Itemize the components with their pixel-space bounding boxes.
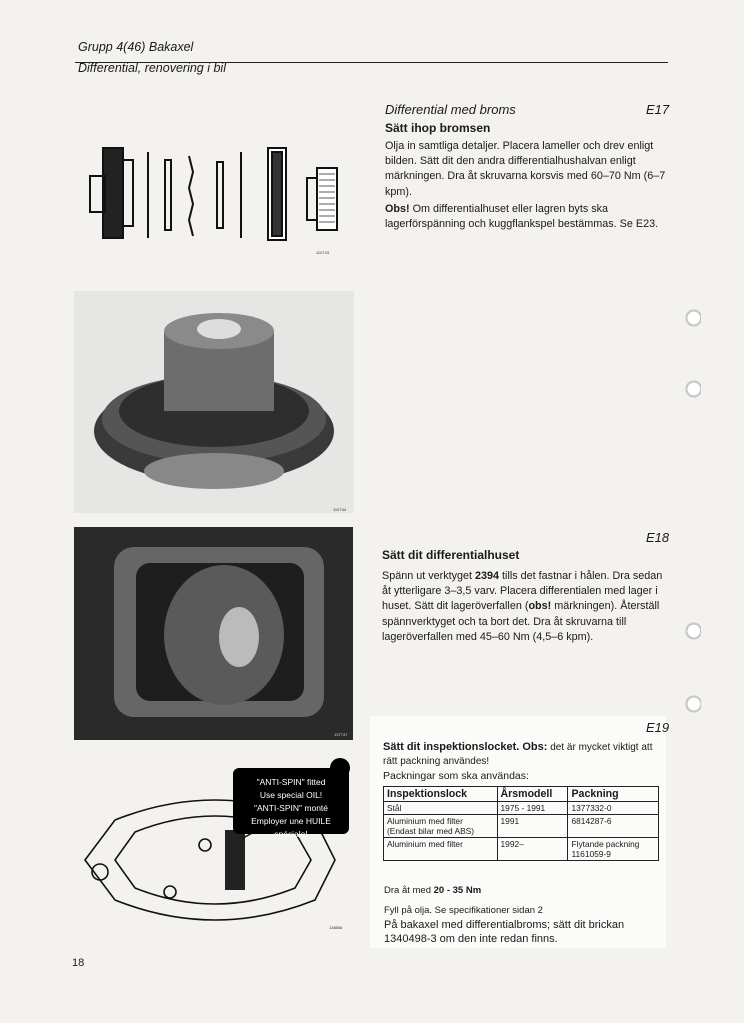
table-cell: Flytande packning 1161059-9 [568, 838, 659, 861]
figure-number: 137747 [334, 732, 348, 737]
table-cell: 6814287-6 [568, 815, 659, 838]
step-heading-e18: Sätt dit differentialhuset [382, 548, 520, 562]
obs-text: Om differentialhuset eller lagren byts ska lagerförspänning och kuggflankspel bestämmas. Se E23. [385, 203, 659, 231]
table-cell: 1377332-0 [568, 802, 659, 815]
obs-label: obs! [528, 600, 552, 613]
torque-text [384, 885, 481, 896]
section-subtitle: Differential, renovering i bil [78, 61, 226, 75]
step-text-e17: Olja in samtliga detaljer. Placera lameller och drev enligt bilden. Sätt dit den andra differentialhushalvan enligt märkningen. Dra åt skruvarna korsvis med 60–70 Nm (6–7 kpm). [385, 140, 666, 198]
step-code-e18: E18 [646, 530, 670, 545]
label-line: "ANTI-SPIN" monté [253, 803, 329, 813]
obs-label: Obs: [519, 741, 548, 753]
anti-spin-label [233, 768, 349, 839]
obs-label: Obs! [385, 203, 410, 215]
binder-hole [683, 693, 701, 715]
step-heading-e19 [383, 740, 666, 769]
section-title-differential: Differential med broms [385, 102, 516, 117]
fill-oil-text: Fyll på olja. Se specifikationer sidan 2 [384, 905, 543, 916]
differential-photo [74, 291, 354, 513]
text: tills det fastnar i hålen. Dra sedan åt ytterligare 3–3,5 varv. Placera differentialen med lager i huset. Sätt dit lageröverfallen ( [382, 570, 663, 613]
step-code-e17: E17 [646, 102, 670, 117]
column-header: Packning [568, 787, 659, 802]
step-text-e18 [382, 569, 667, 645]
table-cell: 1975 - 1991 [497, 802, 568, 815]
binder-hole [683, 378, 701, 400]
text: Spänn ut verktyget [382, 570, 476, 582]
note-text: det är mycket viktigt att rätt packning användes! [383, 742, 653, 767]
housing-photo [74, 527, 353, 740]
label-pin [330, 758, 350, 778]
table-cell: Stål [384, 802, 498, 815]
heading: Sätt dit inspektionslocket. [383, 741, 520, 753]
column-header: Årsmodell [497, 787, 568, 802]
figure-number: 110744 [333, 507, 347, 512]
gasket-table-wrap [383, 786, 659, 861]
torque-label: Dra åt med [384, 885, 434, 896]
step-code-e19: E19 [646, 720, 670, 735]
differential-gear-illustration [74, 291, 354, 513]
gasket-table [383, 786, 659, 861]
table-cell: Aluminium med filter [384, 838, 498, 861]
table-cell: Aluminium med filter (Endast bilar med ABS) [384, 815, 498, 838]
step-note-e17 [385, 202, 668, 232]
figure-number: 110743 [316, 250, 330, 255]
table-row [384, 838, 659, 861]
binder-hole [683, 620, 701, 642]
table-row [384, 802, 659, 815]
label-line: Employer une HUILE spéciale! [251, 816, 331, 839]
figure-number: 138856 [329, 925, 343, 930]
group-title: Grupp 4(46) Bakaxel [78, 40, 194, 54]
table-cell: 1991 [497, 815, 568, 838]
binder-hole [683, 307, 701, 329]
differential-housing-illustration [74, 527, 353, 740]
column-header: Inspektionslock [384, 787, 498, 802]
table-row [384, 815, 659, 838]
step-heading-e17: Sätt ihop bromsen [385, 121, 491, 135]
torque-value: 20 - 35 Nm [433, 885, 482, 896]
page-number: 18 [72, 957, 85, 969]
washer-text: På bakaxel med differentialbroms; sätt dit brickan 1340498-3 om den inte redan finns. [384, 919, 625, 945]
label-line: "ANTI-SPIN" fitted [256, 777, 326, 787]
label-line: Use special OIL! [259, 790, 323, 800]
table-cell: 1992– [497, 838, 568, 861]
table-caption: Packningar som ska användas: [383, 770, 529, 782]
text: märkningen). Återställ spännverktyget och ta bort det. Dra åt skruvarna till lageröverfallen med 45–60 Nm (4,5–6 kpm). [382, 600, 660, 643]
tool-number: 2394 [475, 570, 500, 582]
brake-discs-diagram [85, 138, 355, 258]
